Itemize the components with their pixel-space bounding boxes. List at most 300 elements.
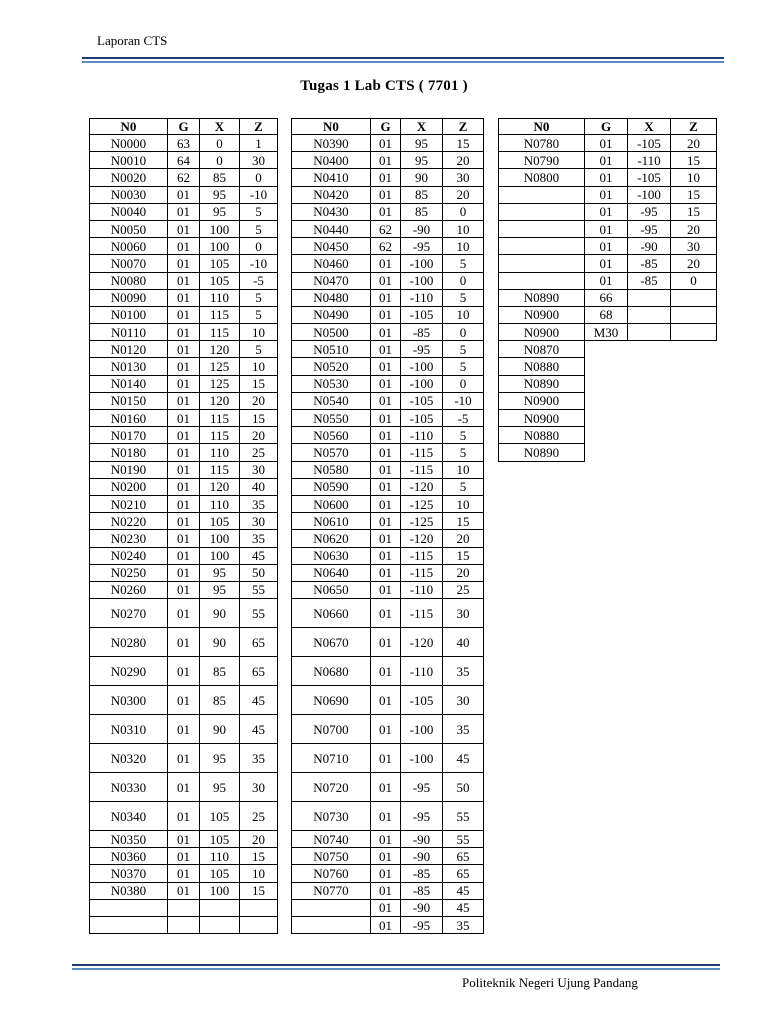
- cell-g: 01: [585, 203, 628, 220]
- cell-x: 120: [200, 341, 240, 358]
- cell-z: 5: [443, 255, 484, 272]
- table-row: [90, 495, 278, 512]
- cell-x: -100: [401, 272, 443, 289]
- table-row: [90, 917, 278, 934]
- table-row: [292, 495, 484, 512]
- cell-z: 45: [240, 547, 278, 564]
- table-row: [90, 599, 278, 628]
- table-row: [292, 513, 484, 530]
- table-row: [90, 478, 278, 495]
- cell-g: 01: [371, 255, 401, 272]
- cell-z: 5: [443, 478, 484, 495]
- table-row: [292, 135, 484, 152]
- cell-g: 01: [371, 444, 401, 461]
- cell-x: 85: [401, 186, 443, 203]
- cell-g: 01: [371, 427, 401, 444]
- cell-x: 115: [200, 306, 240, 323]
- cell-x: -125: [401, 513, 443, 530]
- cell-z: 10: [443, 461, 484, 478]
- cell-z: 45: [443, 744, 484, 773]
- blank-area: [585, 444, 717, 461]
- cell-x: -125: [401, 495, 443, 512]
- cell-step: N0470: [292, 272, 371, 289]
- cell-x: -110: [401, 289, 443, 306]
- cell-x: 95: [200, 203, 240, 220]
- table-row: [90, 581, 278, 598]
- cell-x: -95: [401, 238, 443, 255]
- cell-step: N0580: [292, 461, 371, 478]
- cell-z: 20: [240, 427, 278, 444]
- cell-x: 100: [200, 882, 240, 899]
- table-row: [499, 152, 717, 169]
- cell-g: 01: [371, 599, 401, 628]
- cell-step: N0010: [90, 152, 168, 169]
- cell-x: 85: [200, 169, 240, 186]
- cell-g: 01: [168, 238, 200, 255]
- cell-x: 85: [200, 686, 240, 715]
- cell-step: N0210: [90, 495, 168, 512]
- cell-g: 01: [168, 547, 200, 564]
- cell-g: 01: [371, 306, 401, 323]
- cell-x: [200, 917, 240, 934]
- table-row: [292, 802, 484, 831]
- cell-x: -115: [401, 599, 443, 628]
- table-row: [292, 657, 484, 686]
- cell-step: N0890: [499, 375, 585, 392]
- cell-x: -100: [401, 715, 443, 744]
- table-row: [499, 135, 717, 152]
- table-row: [90, 306, 278, 323]
- table-row: [90, 461, 278, 478]
- cell-step: N0420: [292, 186, 371, 203]
- table-row: [499, 392, 717, 409]
- cell-z: 50: [240, 564, 278, 581]
- table-row: [499, 220, 717, 237]
- column-header-x: X: [401, 119, 443, 135]
- cell-x: [200, 899, 240, 916]
- cell-z: 35: [443, 917, 484, 934]
- cell-g: 01: [371, 186, 401, 203]
- table-row: [292, 392, 484, 409]
- cell-x: -90: [401, 831, 443, 848]
- cell-x: 115: [200, 324, 240, 341]
- cell-z: 35: [240, 530, 278, 547]
- cell-z: 30: [240, 152, 278, 169]
- cell-g: 01: [371, 564, 401, 581]
- cell-x: 95: [200, 744, 240, 773]
- cell-step: N0450: [292, 238, 371, 255]
- cell-g: 01: [168, 882, 200, 899]
- cell-g: 01: [371, 410, 401, 427]
- cell-step: N0060: [90, 238, 168, 255]
- cell-z: [240, 917, 278, 934]
- cell-z: 0: [443, 375, 484, 392]
- blank-area: [585, 410, 717, 427]
- cell-g: 01: [168, 220, 200, 237]
- table-row: [292, 599, 484, 628]
- table-row: [292, 186, 484, 203]
- cell-x: 0: [200, 152, 240, 169]
- cell-step: N0710: [292, 744, 371, 773]
- table-row: [90, 220, 278, 237]
- cell-step: N0740: [292, 831, 371, 848]
- cell-step: N0880: [499, 358, 585, 375]
- cell-z: [671, 289, 717, 306]
- cell-z: 65: [240, 657, 278, 686]
- cell-step: N0670: [292, 628, 371, 657]
- cell-x: -90: [401, 848, 443, 865]
- cell-g: 01: [371, 203, 401, 220]
- cell-z: 5: [443, 444, 484, 461]
- cell-z: 1: [240, 135, 278, 152]
- cell-z: 20: [671, 220, 717, 237]
- cell-z: 10: [240, 358, 278, 375]
- table-row: [499, 358, 717, 375]
- table-row: [499, 255, 717, 272]
- table-row: [90, 882, 278, 899]
- cell-x: -100: [628, 186, 671, 203]
- footer-rule: [72, 964, 720, 966]
- cell-x: -90: [401, 220, 443, 237]
- cell-g: 01: [585, 272, 628, 289]
- cell-g: 01: [585, 238, 628, 255]
- cell-z: 20: [443, 564, 484, 581]
- cell-x: 90: [200, 599, 240, 628]
- table-row: [292, 773, 484, 802]
- table-row: [90, 899, 278, 916]
- table-row: [292, 152, 484, 169]
- table-row: [292, 444, 484, 461]
- cell-x: 0: [200, 135, 240, 152]
- cell-step: N0270: [90, 599, 168, 628]
- table-row: [292, 744, 484, 773]
- cell-step: N0090: [90, 289, 168, 306]
- cell-z: 20: [240, 831, 278, 848]
- cell-g: 01: [371, 461, 401, 478]
- cell-g: 01: [168, 427, 200, 444]
- table-row: [90, 444, 278, 461]
- cell-g: M30: [585, 324, 628, 341]
- cell-x: -115: [401, 564, 443, 581]
- table-row: [292, 917, 484, 934]
- cell-g: 01: [168, 513, 200, 530]
- cell-g: 01: [168, 358, 200, 375]
- cell-x: -115: [401, 547, 443, 564]
- cell-step: N0600: [292, 495, 371, 512]
- cell-x: -85: [628, 272, 671, 289]
- cell-step: N0390: [292, 135, 371, 152]
- cell-x: 95: [200, 773, 240, 802]
- cell-x: -115: [401, 461, 443, 478]
- cell-x: -100: [401, 255, 443, 272]
- cell-g: 01: [371, 882, 401, 899]
- table-row: [292, 324, 484, 341]
- cell-step: [292, 899, 371, 916]
- cell-z: 55: [443, 802, 484, 831]
- cell-x: -85: [401, 865, 443, 882]
- cell-x: 95: [401, 135, 443, 152]
- cell-x: 100: [200, 238, 240, 255]
- cell-x: -110: [401, 657, 443, 686]
- table-row: [90, 410, 278, 427]
- cell-step: N0870: [499, 341, 585, 358]
- cell-step: N0230: [90, 530, 168, 547]
- table-row: [292, 203, 484, 220]
- cell-step: N0430: [292, 203, 371, 220]
- cell-x: [628, 324, 671, 341]
- cell-x: -100: [401, 375, 443, 392]
- blank-area: [585, 358, 717, 375]
- cell-g: 01: [371, 715, 401, 744]
- cell-step: [499, 203, 585, 220]
- cell-g: 01: [371, 899, 401, 916]
- cell-x: 110: [200, 444, 240, 461]
- cell-step: N0900: [499, 410, 585, 427]
- cell-g: [168, 917, 200, 934]
- cell-z: 5: [443, 289, 484, 306]
- cell-z: 20: [671, 255, 717, 272]
- cell-z: 55: [240, 599, 278, 628]
- cell-g: 01: [168, 392, 200, 409]
- cell-step: N0340: [90, 802, 168, 831]
- cell-x: -95: [628, 203, 671, 220]
- cell-step: N0620: [292, 530, 371, 547]
- cell-x: 125: [200, 375, 240, 392]
- cell-z: 20: [443, 152, 484, 169]
- cell-g: 01: [168, 564, 200, 581]
- cell-z: 30: [443, 599, 484, 628]
- table-row: [90, 865, 278, 882]
- cell-step: N0490: [292, 306, 371, 323]
- cell-x: -120: [401, 530, 443, 547]
- cell-g: 01: [371, 848, 401, 865]
- cell-z: 55: [443, 831, 484, 848]
- table-row: [499, 324, 717, 341]
- cell-z: 5: [240, 220, 278, 237]
- table-row: [499, 238, 717, 255]
- cell-step: [292, 917, 371, 934]
- table-row: [90, 513, 278, 530]
- cell-x: 90: [401, 169, 443, 186]
- cell-g: 01: [371, 392, 401, 409]
- cell-step: N0300: [90, 686, 168, 715]
- cell-x: 105: [200, 272, 240, 289]
- cell-g: 01: [168, 530, 200, 547]
- cell-step: N0900: [499, 306, 585, 323]
- cell-z: 15: [240, 882, 278, 899]
- column-header-z: Z: [671, 119, 717, 135]
- cell-step: N0890: [499, 444, 585, 461]
- cell-g: 01: [168, 203, 200, 220]
- cell-g: 01: [371, 152, 401, 169]
- cell-x: 110: [200, 495, 240, 512]
- cell-g: [168, 899, 200, 916]
- table-row: [90, 831, 278, 848]
- cell-step: N0360: [90, 848, 168, 865]
- table-row: [292, 375, 484, 392]
- table-row: [90, 169, 278, 186]
- cell-z: 35: [240, 495, 278, 512]
- column-header-x: X: [200, 119, 240, 135]
- cell-x: 120: [200, 392, 240, 409]
- cell-g: 01: [371, 547, 401, 564]
- table-row: [292, 410, 484, 427]
- cell-x: 90: [200, 715, 240, 744]
- cell-g: 01: [371, 831, 401, 848]
- cell-g: 01: [168, 802, 200, 831]
- cell-z: 20: [443, 186, 484, 203]
- cell-x: 105: [200, 802, 240, 831]
- cell-x: -120: [401, 628, 443, 657]
- column-header-step: N0: [499, 119, 585, 135]
- cell-g: 01: [585, 186, 628, 203]
- table-row: [292, 686, 484, 715]
- cell-z: 20: [443, 530, 484, 547]
- cell-x: -110: [628, 152, 671, 169]
- table-row: [90, 686, 278, 715]
- table-row: [292, 899, 484, 916]
- cell-z: 10: [443, 495, 484, 512]
- cell-g: 01: [168, 478, 200, 495]
- cell-g: 01: [168, 306, 200, 323]
- column-header-z: Z: [443, 119, 484, 135]
- data-table-3: [498, 118, 717, 462]
- table-row: [292, 865, 484, 882]
- cell-z: 0: [240, 169, 278, 186]
- table-row: [90, 628, 278, 657]
- table-row: [292, 341, 484, 358]
- cell-step: N0540: [292, 392, 371, 409]
- table-row: [499, 341, 717, 358]
- cell-step: N0730: [292, 802, 371, 831]
- cell-z: 0: [671, 272, 717, 289]
- cell-z: 30: [671, 238, 717, 255]
- cell-step: N0900: [499, 392, 585, 409]
- cell-step: N0050: [90, 220, 168, 237]
- cell-z: -10: [240, 186, 278, 203]
- cell-x: 105: [200, 255, 240, 272]
- cell-z: 5: [240, 306, 278, 323]
- cell-g: 01: [371, 513, 401, 530]
- cell-step: N0440: [292, 220, 371, 237]
- cell-step: N0000: [90, 135, 168, 152]
- table-row: [90, 324, 278, 341]
- cell-x: 90: [200, 628, 240, 657]
- cell-step: N0290: [90, 657, 168, 686]
- table-row: [292, 289, 484, 306]
- table-row: [90, 530, 278, 547]
- cell-x: -85: [401, 882, 443, 899]
- cell-x: 95: [200, 564, 240, 581]
- footer-text: Politeknik Negeri Ujung Pandang: [462, 975, 638, 990]
- cell-z: 0: [443, 324, 484, 341]
- cell-x: 125: [200, 358, 240, 375]
- table-row: [292, 882, 484, 899]
- cell-z: 20: [671, 135, 717, 152]
- cell-z: 15: [240, 410, 278, 427]
- cell-x: -115: [401, 444, 443, 461]
- footer-rule-accent: [72, 968, 720, 970]
- cell-z: 45: [240, 715, 278, 744]
- blank-area: [585, 375, 717, 392]
- cell-z: 30: [240, 773, 278, 802]
- table-row: [499, 444, 717, 461]
- cell-x: -90: [401, 899, 443, 916]
- cell-x: -100: [401, 744, 443, 773]
- cell-step: N0130: [90, 358, 168, 375]
- cell-g: 01: [371, 530, 401, 547]
- cell-x: -95: [401, 341, 443, 358]
- cell-z: 30: [443, 686, 484, 715]
- cell-x: -95: [401, 917, 443, 934]
- cell-g: 01: [371, 135, 401, 152]
- table-row: [499, 410, 717, 427]
- cell-step: N0690: [292, 686, 371, 715]
- column-header-x: X: [628, 119, 671, 135]
- cell-g: 01: [168, 831, 200, 848]
- cell-x: 115: [200, 461, 240, 478]
- cell-g: 01: [168, 272, 200, 289]
- table-row: [292, 306, 484, 323]
- cell-step: N0070: [90, 255, 168, 272]
- cell-x: -105: [628, 169, 671, 186]
- cell-z: 10: [671, 169, 717, 186]
- cell-step: N0280: [90, 628, 168, 657]
- table-row: [90, 657, 278, 686]
- cell-g: 01: [168, 186, 200, 203]
- cell-step: N0310: [90, 715, 168, 744]
- cell-z: 65: [443, 848, 484, 865]
- cell-x: [628, 306, 671, 323]
- cell-z: -5: [240, 272, 278, 289]
- blank-area: [585, 427, 717, 444]
- table-row: [90, 358, 278, 375]
- cell-z: 15: [240, 375, 278, 392]
- cell-step: N0560: [292, 427, 371, 444]
- cell-z: 55: [240, 581, 278, 598]
- cell-step: N0760: [292, 865, 371, 882]
- cell-x: -95: [401, 773, 443, 802]
- cell-x: -85: [628, 255, 671, 272]
- table-row: [90, 341, 278, 358]
- cell-x: 105: [200, 831, 240, 848]
- table-row: [90, 564, 278, 581]
- cell-step: N0790: [499, 152, 585, 169]
- cell-step: N0520: [292, 358, 371, 375]
- cell-step: [499, 220, 585, 237]
- cell-g: 01: [168, 686, 200, 715]
- cell-g: 01: [168, 744, 200, 773]
- cell-step: N0380: [90, 882, 168, 899]
- cell-step: [90, 899, 168, 916]
- table-row: [90, 744, 278, 773]
- cell-x: -105: [401, 686, 443, 715]
- cell-z: 10: [240, 324, 278, 341]
- cell-g: 01: [168, 715, 200, 744]
- cell-z: 0: [240, 238, 278, 255]
- table-row: [292, 220, 484, 237]
- cell-g: 01: [371, 495, 401, 512]
- cell-g: 01: [168, 581, 200, 598]
- cell-z: [671, 306, 717, 323]
- cell-step: N0750: [292, 848, 371, 865]
- cell-x: 100: [200, 547, 240, 564]
- cell-step: [499, 255, 585, 272]
- cell-step: N0100: [90, 306, 168, 323]
- table-row: [90, 238, 278, 255]
- cell-x: -105: [401, 392, 443, 409]
- cell-g: 01: [371, 917, 401, 934]
